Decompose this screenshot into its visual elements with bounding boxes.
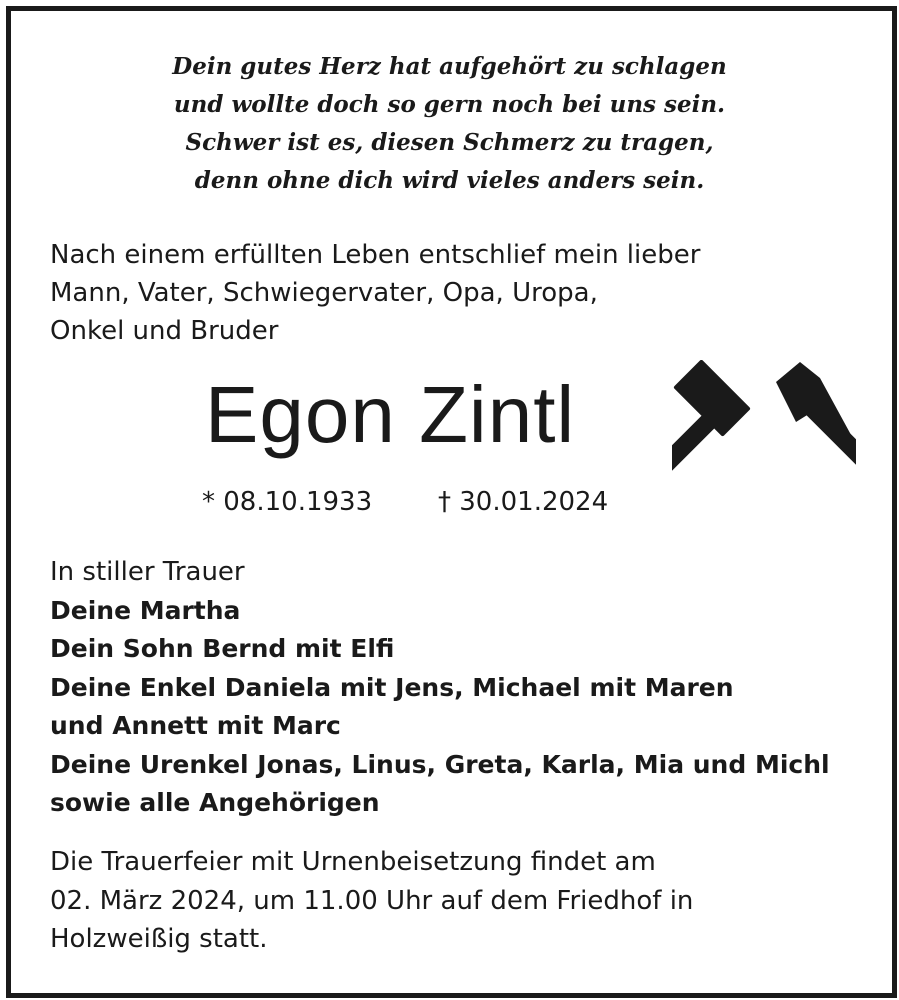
- intro-text: [50, 236, 850, 350]
- poem-line: denn ohne dich wird vieles anders sein.: [194, 167, 705, 194]
- intro-line: Mann, Vater, Schwiegervater, Opa, Uropa,: [50, 278, 598, 308]
- crossed-hammer-and-pick-icon: [672, 360, 856, 530]
- mourner-line: Dein Sohn Bernd mit Elfi: [50, 634, 395, 663]
- funeral-line: Holzweißig statt.: [50, 924, 268, 954]
- mourner-line: Deine Enkel Daniela mit Jens, Michael mit Maren: [50, 672, 734, 702]
- intro-line: Nach einem erfüllten Leben entschlief mein lieber: [50, 240, 701, 270]
- deceased-name: Egon Zintl: [205, 370, 576, 459]
- poem-line: Schwer ist es, diesen Schmerz zu tragen,: [185, 129, 714, 156]
- mourner-line: Deine Martha: [50, 595, 241, 625]
- mourner-line: sowie alle Angehörigen: [50, 788, 380, 817]
- poem-line: und wollte doch so gern noch bei uns sein.: [173, 91, 726, 118]
- death-date: † 30.01.2024: [438, 487, 609, 517]
- poem-line: Dein gutes Herz hat aufgehört zu schlagen: [172, 53, 727, 80]
- funeral-line: 02. März 2024, um 11.00 Uhr auf dem Friedhof in: [50, 885, 694, 916]
- intro-line: Onkel und Bruder: [50, 316, 279, 346]
- poem-verse: [0, 48, 899, 200]
- mourner-line: Deine Urenkel Jonas, Linus, Greta, Karla, Mia und Michl: [50, 749, 830, 779]
- mourners-lead: In stiller Trauer: [50, 557, 245, 587]
- birth-date: * 08.10.1933: [202, 487, 373, 517]
- mourner-line: und Annett mit Marc: [50, 711, 341, 740]
- mourners-list: [50, 553, 870, 823]
- funeral-line: Die Trauerfeier mit Urnenbeisetzung findet am: [50, 847, 656, 877]
- funeral-info: [50, 843, 870, 959]
